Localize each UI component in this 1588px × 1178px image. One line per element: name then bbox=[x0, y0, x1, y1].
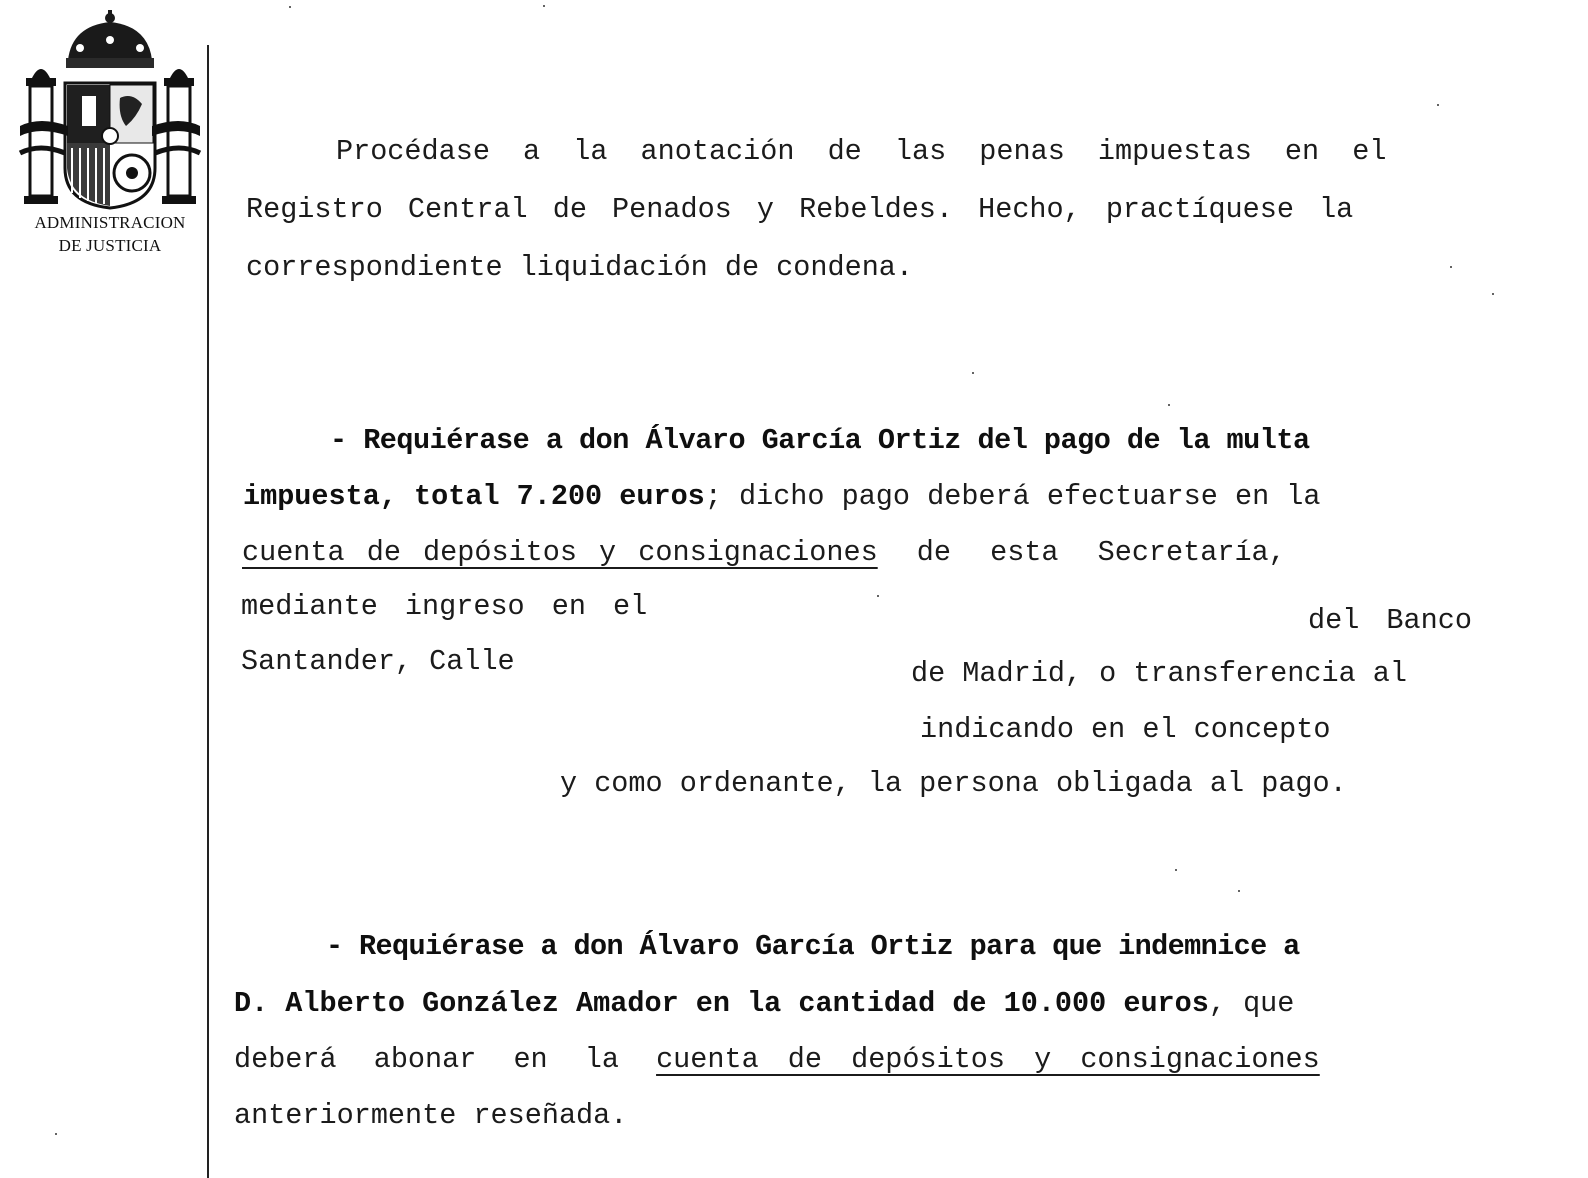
scan-speck bbox=[1437, 104, 1439, 106]
para3-line2-rest: , que bbox=[1208, 987, 1295, 1020]
deposit-account-underlined-2: cuenta de depósitos y consignaciones bbox=[656, 1043, 1320, 1076]
para3-line4: anteriormente reseñada. bbox=[234, 1099, 628, 1132]
deposit-account-underlined: cuenta de depósitos y consignaciones bbox=[242, 536, 878, 569]
para2-line3-rest: de esta Secretaría, bbox=[877, 536, 1286, 569]
para2-line4b: del Banco bbox=[1308, 604, 1472, 637]
emblem-caption-line1: ADMINISTRACION bbox=[34, 213, 186, 232]
margin-rule bbox=[207, 45, 209, 1178]
para2-line1: - Requiérase a don Álvaro García Ortiz del pago de la multa bbox=[330, 424, 1310, 457]
scan-speck bbox=[1175, 869, 1177, 871]
para2-line3 bbox=[242, 537, 1286, 569]
scan-speck bbox=[289, 6, 291, 8]
para2-line5a: Santander, Calle bbox=[241, 645, 515, 678]
para2-line2-rest: ; dicho pago deberá efectuarse en la bbox=[704, 480, 1321, 513]
scan-speck bbox=[1492, 293, 1494, 295]
scan-speck bbox=[1238, 890, 1240, 892]
emblem-caption-line2: DE JUSTICIA bbox=[58, 236, 162, 255]
para1-line3: correspondiente liquidación de condena. bbox=[246, 251, 914, 284]
scan-speck bbox=[55, 1133, 57, 1135]
para3-line1: - Requiérase a don Álvaro García Ortiz para que indemnice a bbox=[326, 930, 1300, 963]
para1-line1: Procédase a la anotación de las penas impuestas en el bbox=[336, 135, 1387, 168]
para3-line3a: deberá abonar en la bbox=[234, 1043, 657, 1076]
para1-line2: Registro Central de Penados y Rebeldes. Hecho, practíquese la bbox=[246, 193, 1354, 226]
scan-speck bbox=[1168, 404, 1170, 406]
para3-line2 bbox=[234, 988, 1294, 1020]
para3-line2-bold: D. Alberto González Amador en la cantidad de 10.000 euros bbox=[234, 987, 1209, 1020]
para2-line6: indicando en el concepto bbox=[920, 713, 1331, 746]
para2-line2-bold: impuesta, total 7.200 euros bbox=[243, 480, 705, 513]
para2-line4a: mediante ingreso en el bbox=[241, 590, 648, 623]
para2-line7: y como ordenante, la persona obligada al pago. bbox=[560, 767, 1347, 800]
coat-of-arms-emblem bbox=[10, 8, 210, 268]
para2-line2 bbox=[243, 481, 1320, 513]
scan-speck bbox=[1450, 266, 1452, 268]
scan-speck bbox=[877, 595, 879, 597]
para2-line5b: de Madrid, o transferencia al bbox=[911, 657, 1407, 690]
scan-speck bbox=[972, 372, 974, 374]
para3-line3 bbox=[234, 1044, 1320, 1076]
coat-of-arms-icon bbox=[10, 8, 210, 213]
scan-speck bbox=[543, 5, 545, 7]
